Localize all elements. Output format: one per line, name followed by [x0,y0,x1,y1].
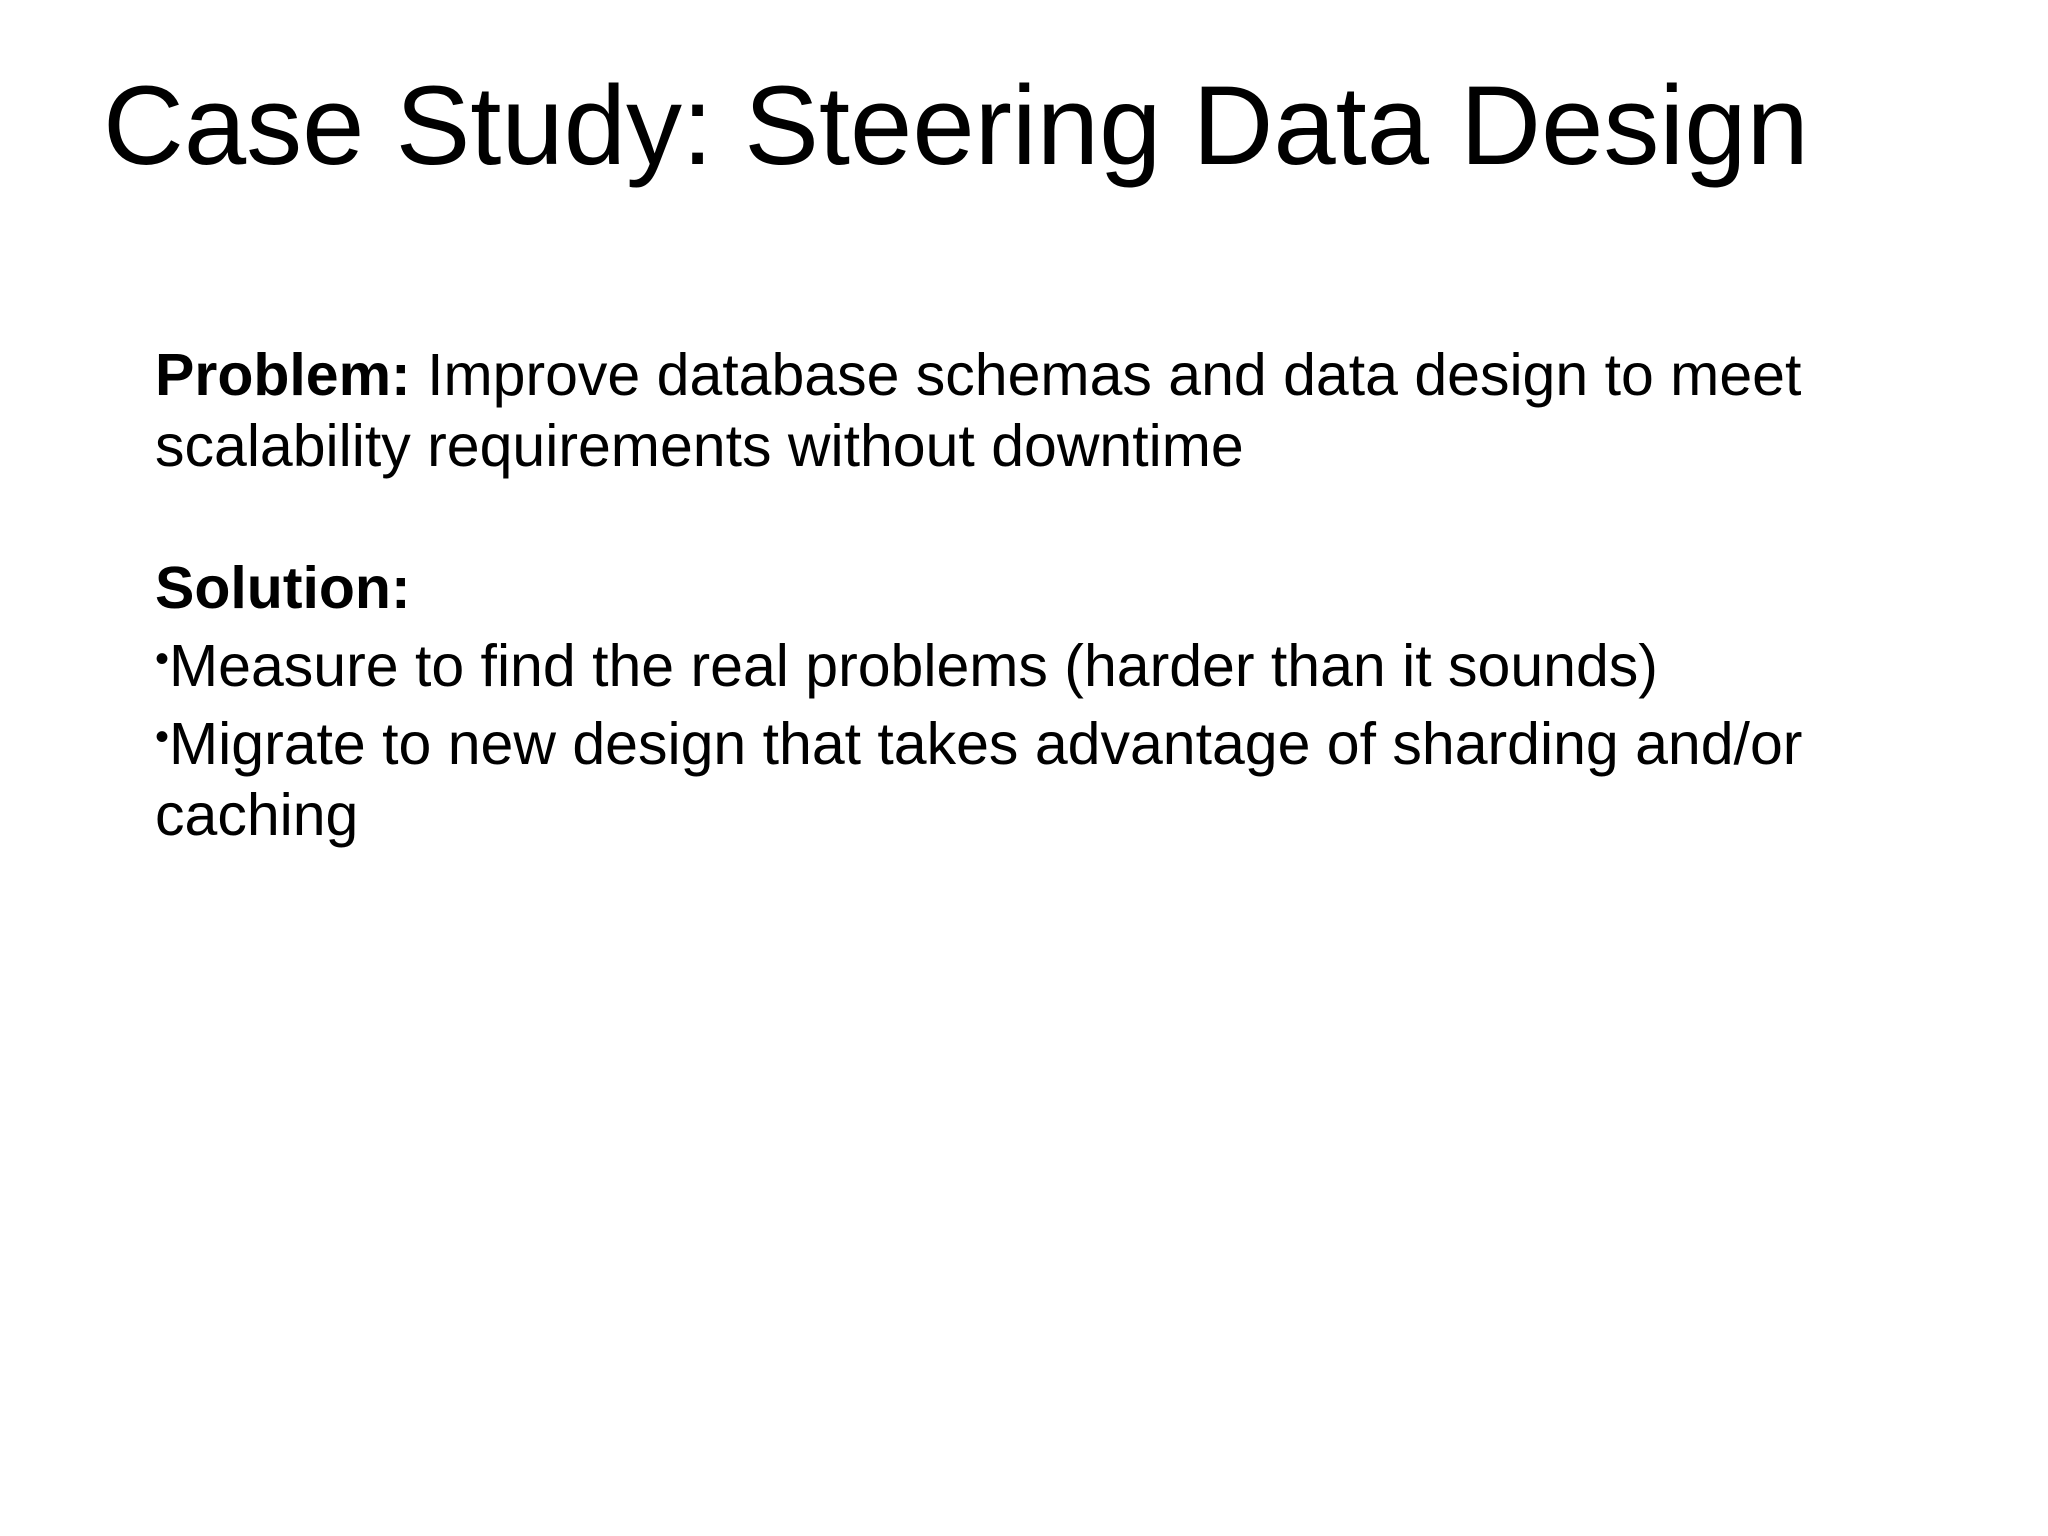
solution-bullet-2 [155,702,1915,851]
bullet-icon: • [155,637,170,681]
problem-text: Improve database schemas and data design to meet scalability requirements without downtime [155,342,1802,479]
solution-bullet-1 [155,624,1915,702]
problem-label: Problem: [155,342,411,408]
solution-label: Solution: [155,555,411,621]
bullet-text: Migrate to new design that takes advantage of sharding and/or caching [155,711,1803,848]
slide-title: Case Study: Steering Data Design [103,63,1809,188]
slide-body [155,340,1915,851]
bullet-icon: • [155,715,170,759]
bullet-text: Measure to find the real problems (harder than it sounds) [169,633,1658,699]
paragraph-spacer [155,482,1915,553]
problem-paragraph [155,340,1915,482]
solution-heading [155,553,1915,624]
